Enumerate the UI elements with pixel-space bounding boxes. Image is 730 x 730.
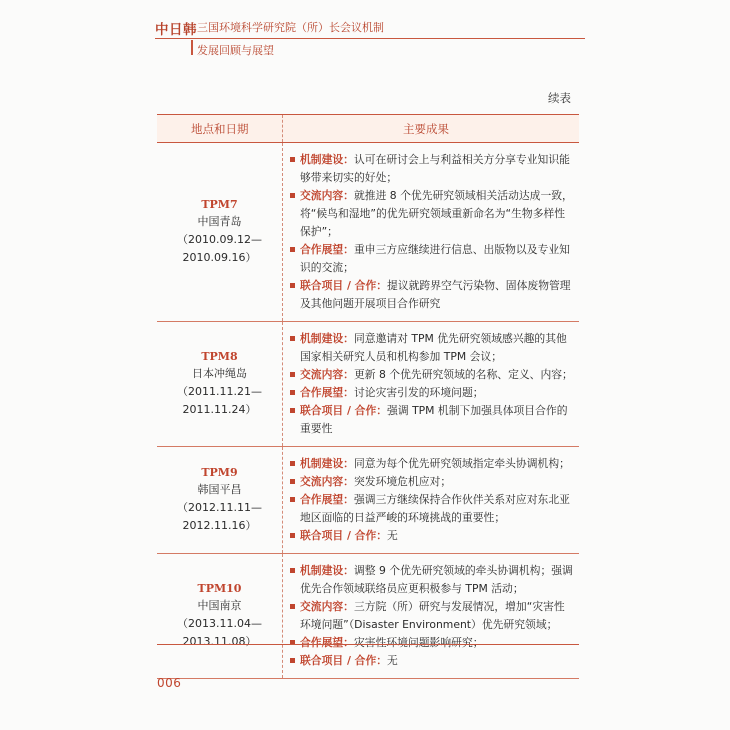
result-item bbox=[288, 455, 573, 473]
header-rule bbox=[155, 38, 585, 39]
results-cell bbox=[288, 143, 579, 321]
meeting-date-end: 2013.11.08） bbox=[182, 635, 257, 648]
result-text: 三方院（所）研究与发展情况，增加“灾害性环境问题”（Disaster Environment）优先研究领域； bbox=[300, 600, 565, 631]
result-category-label: 机制建设： bbox=[300, 153, 354, 166]
result-category-label: 联合项目 / 合作： bbox=[300, 404, 388, 417]
result-text: 无 bbox=[387, 529, 398, 542]
square-bullet-icon bbox=[290, 157, 295, 162]
running-header bbox=[155, 18, 585, 66]
result-category-label: 合作展望： bbox=[300, 243, 354, 256]
meeting-id: TPM9 bbox=[201, 466, 238, 479]
square-bullet-icon bbox=[290, 604, 295, 609]
place-date-cell bbox=[157, 447, 282, 553]
meeting-location: 韩国平昌 bbox=[197, 483, 242, 496]
result-category-label: 合作展望： bbox=[300, 386, 354, 399]
result-text: 认可在研讨会上与利益相关方分享专业知识能够带来切实的好处； bbox=[300, 153, 570, 184]
column-header-main-results: 主要成果 bbox=[403, 122, 449, 136]
result-item bbox=[288, 241, 573, 277]
result-text: 就推进 8 个优先研究领域相关活动达成一致，将“候鸟和湿地”的优先研究领域重新命名为“生物多样性保护”； bbox=[300, 189, 573, 238]
meeting-date-start: （2011.11.21— bbox=[177, 385, 262, 398]
square-bullet-icon bbox=[290, 658, 295, 663]
meeting-date-start: （2010.09.12— bbox=[177, 233, 262, 246]
results-table bbox=[157, 114, 579, 679]
column-divider bbox=[282, 554, 283, 678]
result-text: 同意邀请对 TPM 优先研究领域感兴趣的其他国家相关研究人员和机构参加 TPM 会议； bbox=[300, 332, 567, 363]
square-bullet-icon bbox=[290, 193, 295, 198]
square-bullet-icon bbox=[290, 283, 295, 288]
result-text: 重申三方应继续进行信息、出版物以及专业知识的交流； bbox=[300, 243, 570, 274]
result-item bbox=[288, 366, 573, 384]
result-category-label: 联合项目 / 合作： bbox=[300, 654, 388, 667]
result-text: 突发环境危机应对； bbox=[353, 475, 452, 488]
column-divider bbox=[282, 143, 283, 321]
result-category-label: 交流内容： bbox=[300, 600, 354, 613]
table-bottom-rule bbox=[157, 644, 579, 645]
square-bullet-icon bbox=[290, 247, 295, 252]
column-divider bbox=[282, 115, 283, 142]
header-series-title: 三国环境科学研究院（所）长会议机制 bbox=[197, 21, 384, 34]
square-bullet-icon bbox=[290, 497, 295, 502]
result-category-label: 交流内容： bbox=[300, 368, 354, 381]
result-item bbox=[288, 402, 573, 438]
place-date-cell bbox=[157, 143, 282, 321]
place-date-cell bbox=[157, 322, 282, 446]
result-item bbox=[288, 652, 573, 670]
result-item bbox=[288, 527, 573, 545]
result-item bbox=[288, 473, 573, 491]
table-header-row bbox=[157, 114, 579, 143]
table-row bbox=[157, 143, 579, 322]
square-bullet-icon bbox=[290, 533, 295, 538]
result-category-label: 合作展望： bbox=[300, 493, 354, 506]
result-text: 灾害性环境问题影响研究； bbox=[353, 636, 484, 649]
result-category-label: 交流内容： bbox=[300, 475, 354, 488]
table-body bbox=[157, 143, 579, 679]
result-text: 提议就跨界空气污染物、固体废物管理及其他问题开展项目合作研究 bbox=[300, 279, 571, 310]
results-cell bbox=[288, 554, 579, 678]
result-text: 更新 8 个优先研究领域的名称、定义、内容； bbox=[353, 368, 573, 381]
square-bullet-icon bbox=[290, 372, 295, 377]
header-brand: 中日韩 bbox=[155, 22, 197, 38]
meeting-location: 中国青岛 bbox=[197, 215, 242, 228]
result-item bbox=[288, 151, 573, 187]
meeting-id: TPM7 bbox=[201, 198, 238, 211]
square-bullet-icon bbox=[290, 568, 295, 573]
square-bullet-icon bbox=[290, 479, 295, 484]
meeting-date-end: 2011.11.24） bbox=[182, 403, 257, 416]
result-category-label: 联合项目 / 合作： bbox=[300, 279, 388, 292]
meeting-id: TPM10 bbox=[197, 582, 242, 595]
meeting-date-start: （2012.11.11— bbox=[177, 501, 262, 514]
result-text: 强调三方继续保持合作伙伴关系对应对东北亚地区面临的日益严峻的环境挑战的重要性； bbox=[300, 493, 570, 524]
meeting-date-end: 2012.11.16） bbox=[182, 519, 257, 532]
header-accent-bar bbox=[191, 40, 193, 55]
result-text: 讨论灾害引发的环境问题； bbox=[353, 386, 484, 399]
results-cell bbox=[288, 447, 579, 553]
header-subtitle: 发展回顾与展望 bbox=[197, 44, 274, 57]
result-item bbox=[288, 384, 573, 402]
result-category-label: 交流内容： bbox=[300, 189, 354, 202]
result-item bbox=[288, 277, 573, 313]
result-text: 无 bbox=[387, 654, 398, 667]
result-category-label: 机制建设： bbox=[300, 332, 354, 345]
result-category-label: 机制建设： bbox=[300, 564, 354, 577]
meeting-location: 日本冲绳岛 bbox=[192, 367, 247, 380]
result-category-label: 联合项目 / 合作： bbox=[300, 529, 388, 542]
square-bullet-icon bbox=[290, 336, 295, 341]
result-category-label: 合作展望： bbox=[300, 636, 354, 649]
results-cell bbox=[288, 322, 579, 446]
column-divider bbox=[282, 322, 283, 446]
meeting-date-end: 2010.09.16） bbox=[182, 251, 257, 264]
meeting-date-start: （2013.11.04— bbox=[177, 617, 262, 630]
place-date-cell bbox=[157, 554, 282, 678]
table-row bbox=[157, 554, 579, 679]
result-item bbox=[288, 598, 573, 634]
square-bullet-icon bbox=[290, 390, 295, 395]
result-text: 同意为每个优先研究领域指定牵头协调机构； bbox=[353, 457, 570, 470]
page-number: 006 bbox=[157, 676, 182, 690]
meeting-id: TPM8 bbox=[201, 350, 238, 363]
column-divider bbox=[282, 447, 283, 553]
result-text: 调整 9 个优先研究领域的牵头协调机构；强调优先合作领域联络员应更积极参与 TPM 活动； bbox=[300, 564, 573, 595]
result-item bbox=[288, 562, 573, 598]
result-item bbox=[288, 634, 573, 652]
table-row bbox=[157, 447, 579, 554]
square-bullet-icon bbox=[290, 461, 295, 466]
table-continued-label: 续表 bbox=[548, 91, 571, 105]
result-item bbox=[288, 491, 573, 527]
result-item bbox=[288, 330, 573, 366]
table-row bbox=[157, 322, 579, 447]
result-text: 强调 TPM 机制下加强具体项目合作的重要性 bbox=[300, 404, 568, 435]
column-header-place-date: 地点和日期 bbox=[191, 122, 249, 136]
result-item bbox=[288, 187, 573, 241]
square-bullet-icon bbox=[290, 408, 295, 413]
result-category-label: 机制建设： bbox=[300, 457, 354, 470]
meeting-location: 中国南京 bbox=[197, 599, 242, 612]
